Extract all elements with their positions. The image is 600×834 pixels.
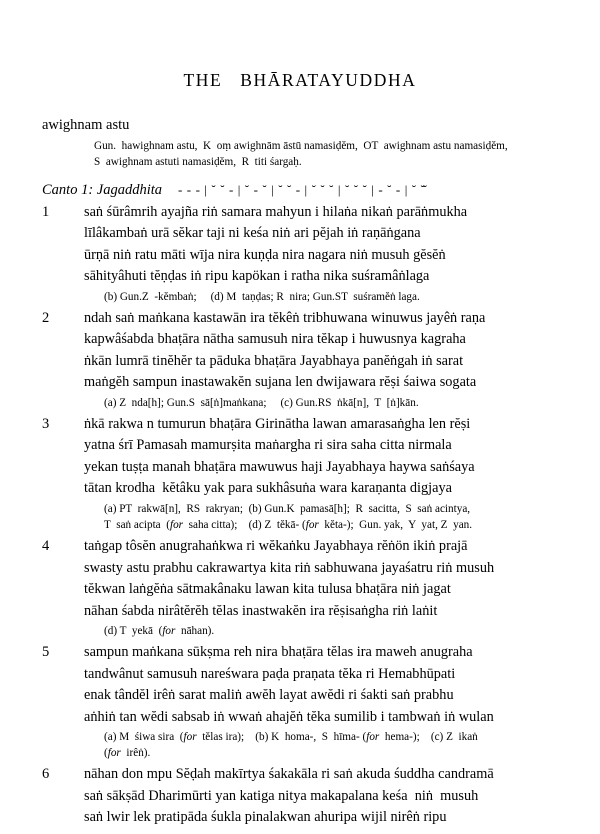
verse-line: ṅkān lumrā tinĕhĕr ta pāduka bhaṭāra Jayabhaya panĕṅgah iṅ sarat: [84, 352, 464, 369]
verse-line: enak tândĕl irêṅ sarat maliṅ awĕh layat awĕdi ri śakti saṅ prabhu: [84, 687, 454, 704]
canto-label: Canto 1: Jagaddhita: [42, 182, 163, 199]
apparatus-line: (b) Gun.Z -kĕmbaṅ; (d) M taṇḍas; R nira; Gun.ST suśramĕṅ laga.: [104, 290, 420, 303]
stanza: [0, 642, 600, 761]
verse-line: saṅ śūrâmrih ayajña riṅ samara mahyun i hilaṅa nikaṅ parāṅmukha: [84, 204, 468, 221]
stanza: [0, 536, 600, 639]
stanza-number: 1: [42, 204, 50, 221]
verse-lines: [0, 308, 600, 394]
apparatus-line: S awighnam astuti namasiḍĕm, R titi śargaḥ.: [94, 155, 302, 168]
stanza: [0, 764, 600, 828]
verse-line: tĕkwan laṅgĕṅa sātmakânaku lawan kita tulusa bhaṭāra niṅ jagat: [84, 581, 451, 598]
invocation-text: awighnam astu: [42, 117, 130, 133]
stanza-apparatus: [0, 501, 600, 533]
stanza-number: 4: [42, 538, 50, 555]
apparatus-line: (a) M śiwa sira (for tĕlas ira); (b) K homa-, S hīma- (for hema-); (c) Z ikaṅ: [104, 730, 478, 743]
apparatus-line: Gun. hawighnam astu, K oṃ awighnām āstū namasiḍĕm, OT awighnam astu namasiḍĕm,: [94, 139, 508, 152]
verse-line: taṅgap tôsĕn anugrahaṅkwa ri wĕkaṅku Jayabhaya rĕṅön ikiṅ prajā: [84, 538, 468, 555]
verse-lines: [0, 202, 600, 288]
verse-line: aṅhiṅ tan wĕdi sabsab iṅ wwaṅ ahajĕṅ tĕka sumilib i tambwaṅ iṅ wulan: [84, 708, 494, 725]
apparatus-line: T saṅ acipta (for saha citta); (d) Z tĕkā- (for kĕta-); Gun. yak, Y yat, Z yan.: [104, 519, 473, 531]
page-title: THE BHĀRATAYUDDHA: [183, 70, 417, 90]
metrical-scheme: - - - | ˘ ˘ - | ˘ - ˘ | ˘ ˘ - | ˘ ˘ ˘ | ˘ ˘ ˘ | - ˘ - | ˘ ˘̆: [178, 182, 426, 198]
verse-lines: [0, 764, 600, 828]
stanza-number: 3: [42, 416, 50, 433]
stanza: [0, 308, 600, 411]
verse-line: sampun maṅkana sūkṣma reh nira bhaṭāra tĕlas ira maweh anugraha: [84, 644, 473, 661]
verse-line: līlâkambaṅ urā sĕkar taji ni keśa niṅ ari pĕjah iṅ raṇāṅgana: [84, 225, 421, 242]
canto-heading: [0, 182, 600, 199]
verse-lines: [0, 642, 600, 728]
verse-line: kapwâśabda bhaṭāra nātha samusuh nira tĕkap i huwusnya kagraha: [84, 331, 466, 348]
verse-line: ūrṇā niṅ ratu māti wīja nira kuṇḍa nira nagara niṅ musuh gĕsĕṅ: [84, 246, 446, 263]
verse-line: saṅ sākṣād Dharimūrti yan katiga nitya makapalana keśa niṅ musuh: [84, 787, 479, 804]
verse-line: tandwânut samusuh nareśwara paḍa praṇata tĕka ri Hemabhūpati: [84, 665, 456, 682]
stanza-apparatus: [0, 289, 600, 305]
verse-line: saṅ lwir lek pratipāda śukla pinalakwan ahuripa wijil nirêṅ ripu: [84, 809, 447, 826]
verse-line: nāhan śabda nirâtĕrĕh tĕlas inastwakĕn ira rĕṣisaṅgha riṅ laṅit: [84, 602, 438, 619]
apparatus-line: (d) T yekā (for nāhan).: [104, 624, 215, 637]
verse-line: maṅgĕh sampun inastawakĕn sujana len dwijawara rĕṣi śaiwa sogata: [84, 374, 477, 391]
verse-line: ṅkā rakwa n tumurun bhaṭāra Girinātha lawan amarasaṅgha len rĕṣi: [84, 416, 471, 433]
stanza: [0, 414, 600, 533]
apparatus-line: (for irêṅ).: [104, 747, 151, 760]
stanza-apparatus: [0, 623, 600, 639]
verse-line: swasty astu prabhu cakrawartya kita riṅ sabhuwana jayaśatru riṅ musuh: [84, 559, 495, 576]
verse-line: yatna śrī Pamasah mamurṣita maṅargha ri sira saha citta nirmala: [84, 437, 452, 454]
verse-line: sāhityâhuti tĕṇḍas iṅ ripu kapökan i ratha nika suśramâṅlaga: [84, 268, 430, 285]
stanza-apparatus: [0, 729, 600, 761]
stanza-apparatus: [0, 395, 600, 411]
stanza-number: 5: [42, 644, 50, 661]
invocation-apparatus: [42, 138, 600, 170]
invocation-block: [0, 115, 600, 170]
verse-line: yekan tuṣṭa manah bhaṭāra mawuwus haji Jayabhaya haywa saṅśaya: [84, 458, 475, 475]
verse-line: ndah saṅ maṅkana kastawān ira tĕkêṅ tribhuwana winuwus jayêṅ raṇa: [84, 310, 486, 327]
verse-line: tātan krodha kĕtâku yak para sukhâsuṅa wara karaṇanta digjaya: [84, 480, 452, 497]
stanza-number: 2: [42, 310, 50, 327]
stanza: [0, 202, 600, 305]
verse-lines: [0, 536, 600, 622]
apparatus-line: (a) PT rakwā[n], RS rakryan; (b) Gun.K pamasā[h]; R sacitta, S saṅ acintya,: [104, 502, 471, 515]
apparatus-line: (a) Z nda[h]; Gun.S sā[ṅ]maṅkana; (c) Gun.RS ṅkā[n], T [ṅ]kān.: [104, 396, 419, 409]
stanza-number: 6: [42, 766, 50, 783]
verse-line: nāhan don mpu Sĕḍah makīrtya śakakāla ri saṅ akuda śuddha candramā: [84, 766, 494, 783]
verse-lines: [0, 414, 600, 500]
